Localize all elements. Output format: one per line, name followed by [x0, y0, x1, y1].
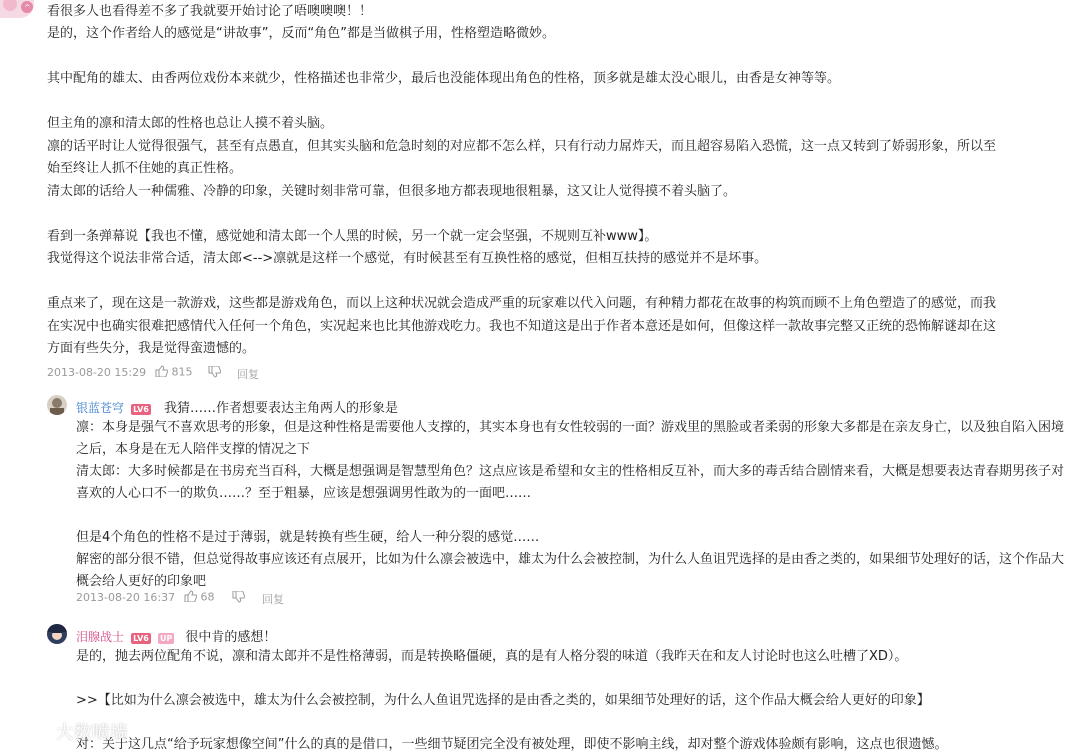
comment-line	[76, 505, 1064, 527]
avatar-image-icon	[47, 395, 67, 415]
watermark	[4, 716, 128, 747]
comment-line: 在实况中也确实很难把感情代入任何一个角色，实况起来也比其他游戏吃力。我也不知道这是出于作者本意还是如何，但像这样一款故事完整又正统的恐怖解谜却在这	[47, 318, 997, 334]
comment-line	[47, 271, 996, 294]
reply1-like-button[interactable]	[184, 590, 215, 605]
comment-line: 其中配角的雄太、由香两位戏份本来就少，性格描述也非常少，最后也没能体现出角色的性格，顶多就是雄太没心眼儿，由香是女神等等。	[47, 71, 841, 86]
comment-line	[47, 203, 996, 226]
comment-line: 清太郎的话给人一种儒雅、冷静的印象，关键时刻非常可靠，但很多地方都表现地很粗暴，这又让人觉得摸不着头脑了。	[47, 183, 737, 199]
comment-line: 喜欢的人心口不一的欺负……？至于粗暴，应该是想强调男性敢为的一面吧……	[76, 486, 532, 501]
comment-line	[47, 91, 996, 114]
main-comment-body	[47, 23, 996, 361]
svg-text:^: ^	[24, 3, 31, 12]
main-reply-button[interactable]: 回复	[237, 368, 259, 381]
comment-line	[47, 46, 996, 69]
reply1-dislike-button[interactable]	[232, 591, 245, 606]
reply1-reply-button[interactable]: 回复	[262, 593, 284, 606]
reply1-level-badge: LV6	[133, 405, 149, 414]
reply2-up-badge: UP	[159, 634, 173, 643]
comment-line: 重点来了，现在这是一款游戏，这些都是游戏角色，而以上这种状况就会造成严重的玩家难以代入问题，有种精力都花在故事的构筑而顾不上角色塑造了的感觉，而我	[47, 296, 997, 311]
main-like-count: 815	[171, 365, 193, 379]
main-like-button[interactable]	[155, 365, 193, 380]
thumb-up-icon	[155, 365, 168, 380]
reply2-first-line: 很中肯的感想！	[185, 630, 277, 645]
main-comment-avatar[interactable]	[0, 0, 34, 18]
comment-line: 是的，这个作者给人的感觉是“讲故事”，反而“角色”都是当做棋子用，性格塑造略微妙。	[47, 26, 555, 41]
thumb-down-icon	[232, 591, 245, 606]
comment-line: 凛：本身是强气不喜欢思考的形象，但是这种性格是需要他人支撑的，其实本身也有女性较弱的一面？游戏里的黑脸或者柔弱的形象大多都是在亲友身亡，以及独自陷入困境	[76, 420, 1065, 435]
comment-line: 但主角的凛和清太郎的性格也总让人摸不着头脑。	[47, 116, 334, 131]
avatar-image-icon	[47, 624, 67, 644]
main-comment-first-line: 看很多人也看得差不多了我就要开始讨论了唔噢噢噢！！	[47, 4, 373, 19]
comment-line: 凛的话平时让人觉得很强气，甚至有点愚直，但其实头脑和危急时刻的对应都不怎么样，只有行动力屌炸天，而且超容易陷入恐慌，这一点又转到了娇弱形象，所以至	[47, 138, 997, 154]
comment-line: >>【比如为什么凛会被选中，雄太为什么会被控制，为什么人鱼诅咒选择的是由香之类的，如果细节处理好的话，这个作品大概会给人更好的印象】	[76, 693, 930, 708]
watermark-text: 大数喷墙	[55, 722, 128, 744]
comment-line: 清太郎：大多时候都是在书房充当百科，大概是想强调是智慧型角色？这点应该是希望和女主的性格相反互补，而大多的毒舌结合剧情来看，大概是想要表达青春期男孩子对	[76, 464, 1065, 479]
comment-line: 看到一条弹幕说【我也不懂，感觉她和清太郎一个人黑的时候，另一个就一定会坚强，不规则互补www】。	[47, 228, 658, 244]
comment-line: 方面有些失分，我是觉得蛮遗憾的。	[47, 341, 256, 356]
thumb-up-icon	[184, 590, 197, 605]
comment-line: 之后，本身是在无人陪伴支撑的情况之下	[76, 442, 311, 457]
reply2-body	[76, 646, 947, 756]
thumb-down-icon	[208, 366, 221, 381]
reply2-avatar[interactable]	[47, 624, 67, 644]
reply1-body	[76, 417, 1064, 593]
avatar-image-icon	[0, 0, 34, 18]
reply1-like-count: 68	[200, 590, 215, 604]
reply2-level-badge: LV6	[133, 634, 149, 643]
comment-line	[76, 668, 947, 690]
comment-line: 是的，抛去两位配角不说，凛和清太郎并不是性格薄弱，而是转换略僵硬，真的是有人格分裂的味道（我昨天在和友人讨论时也这么吐槽了XD）。	[76, 649, 908, 664]
comment-line: 对：关于这几点“给予玩家想像空间”什么的真的是借口，一些细节疑团完全没有被处理，即使不影响主线，却对整个游戏体验颇有影响，这点也很遗憾。	[76, 737, 948, 752]
main-comment-date: 2013-08-20 15:29	[47, 366, 147, 379]
reply1-date: 2013-08-20 16:37	[76, 591, 176, 604]
reply1-first-line: 我猜……作者想要表达主角两人的形象是	[163, 401, 398, 416]
watermark-logo-icon	[4, 716, 50, 747]
comment-line: 我觉得这个说法非常合适，清太郎<-->凛就是这样一个感觉，有时候甚至有互换性格的感觉，但相互扶持的感觉并不是坏事。	[47, 251, 768, 266]
comment-line: 解密的部分很不错，但总觉得故事应该还有点展开，比如为什么凛会被选中，雄太为什么会被控制，为什么人鱼诅咒选择的是由香之类的，如果细节处理好的话，这个作品大	[76, 552, 1065, 567]
reply1-username[interactable]: 银蓝苍穹	[76, 401, 125, 415]
main-dislike-button[interactable]	[208, 366, 221, 381]
reply2-header	[76, 626, 276, 647]
reply2-username[interactable]: 泪腺战士	[76, 630, 125, 644]
comment-line: 但是4个角色的性格不是过于薄弱，就是转换有些生硬，给人一种分裂的感觉……	[76, 530, 540, 545]
reply1-avatar[interactable]	[47, 395, 67, 415]
comment-line: 概会给人更好的印象吧	[76, 574, 207, 589]
comment-line	[76, 712, 947, 734]
comment-line: 始至终让人抓不住她的真正性格。	[47, 161, 243, 176]
reply1-header	[76, 397, 398, 418]
